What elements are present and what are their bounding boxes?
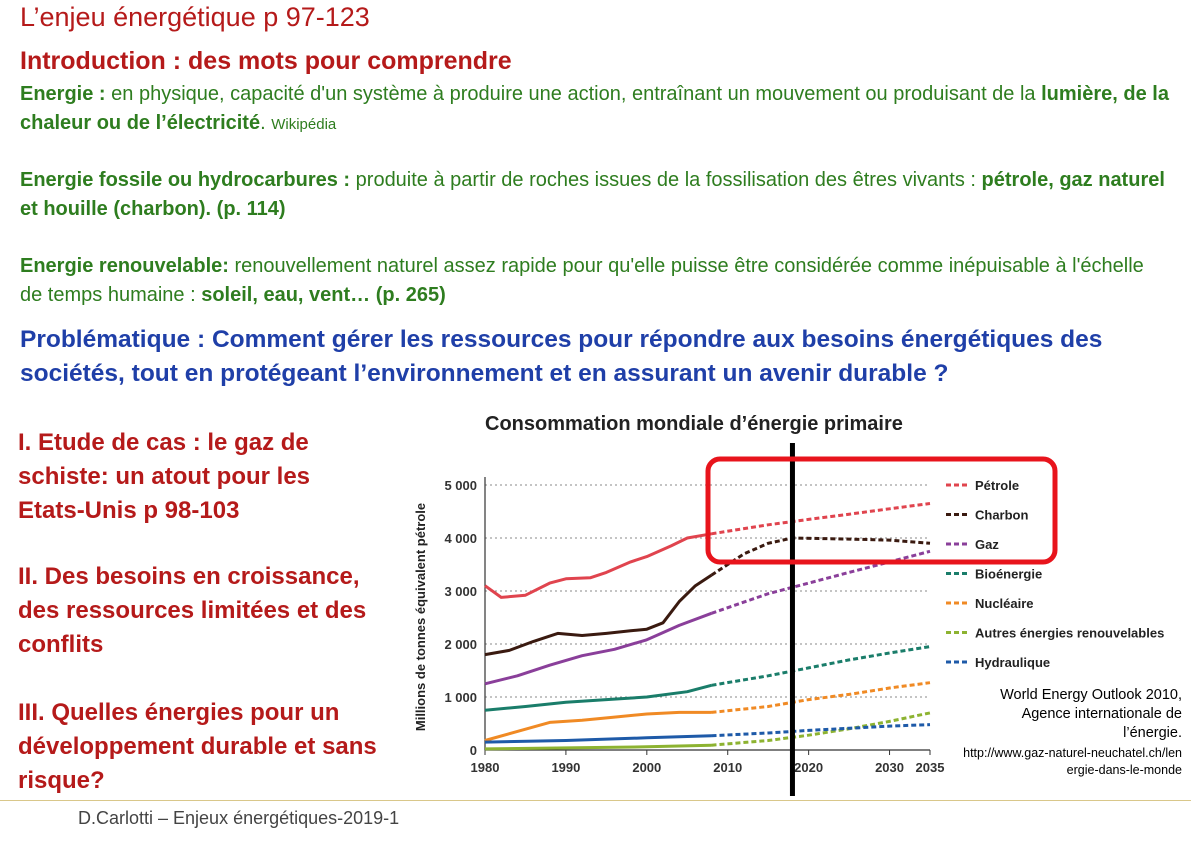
definition-renouvelable <box>20 252 1150 310</box>
x-tick-label: 2000 <box>632 760 662 775</box>
definition-text-end: . <box>260 112 272 134</box>
definition-fossile <box>20 166 1185 224</box>
chart-source: World Energy Outlook 2010, Agence internationale de l’énergie. <box>1000 687 1182 741</box>
x-tick-label: 2020 <box>794 760 824 775</box>
definition-energie <box>20 80 1180 139</box>
chart-source-url: http://www.gaz-naturel-neuchatel.ch/lenergie-dans-le-monde <box>963 746 1182 777</box>
x-tick-label: 1980 <box>470 760 500 775</box>
definition-term: Energie fossile ou hydrocarbures : <box>20 169 356 191</box>
legend-label: Hydraulique <box>975 655 1051 670</box>
definition-source: Wikipédia <box>271 116 337 133</box>
section-3: III. Quelles énergies pour un développement durable et sans risque? <box>18 699 377 794</box>
definition-text: en physique, capacité d'un système à produire une action, entraînant un mouvement ou produisant de la <box>111 83 1042 105</box>
legend-label: Charbon <box>975 507 1029 523</box>
legend-label: Bioénergie <box>975 566 1043 582</box>
footer-divider <box>0 800 1191 801</box>
chart-title: Consommation mondiale d’énergie primaire <box>485 413 903 435</box>
definition-text: produite à partir de roches issues de la fossilisation des êtres vivants : <box>355 169 982 191</box>
x-tick-label: 1990 <box>551 760 581 775</box>
legend-label: Pétrole <box>975 478 1020 493</box>
y-tick-label: 1 000 <box>444 690 477 705</box>
footer: D.Carlotti – Enjeux énergétiques-2019-1 <box>78 808 400 828</box>
intro-heading: Introduction : des mots pour comprendre <box>20 47 512 75</box>
definition-term: Energie : <box>20 83 112 105</box>
x-tick-label: 2035 <box>915 760 945 775</box>
definition-bold: pétrole, gaz naturel et houille (charbon). (p. 114) <box>20 169 1165 220</box>
page-title: L’enjeu énergétique p 97-123 <box>20 2 370 32</box>
y-tick-label: 0 <box>469 743 477 758</box>
definition-text: renouvellement naturel assez rapide pour qu'elle puisse être considérée comme inépuisable à l'échelle de temps humaine : <box>20 255 1144 306</box>
legend-label: Autres énergies renouvelables <box>975 625 1165 641</box>
section-2: II. Des besoins en croissance, des ressources limitées et des conflits <box>18 563 367 658</box>
y-tick-label: 2 000 <box>444 637 477 652</box>
y-tick-label: 5 000 <box>444 478 477 493</box>
problematique: Problématique : Comment gérer les ressources pour répondre aux besoins énergétiques des sociétés, tout en protégeant l’environnement et en assurant un avenir durable ? <box>20 326 1103 387</box>
section-1: I. Etude de cas : le gaz de schiste: un atout pour les Etats-Unis p 98-103 <box>18 429 311 524</box>
legend-label: Gaz <box>975 537 999 552</box>
definition-term: Energie renouvelable: <box>20 255 235 277</box>
definition-bold: soleil, eau, vent… (p. 265) <box>201 284 446 306</box>
y-tick-label: 4 000 <box>444 531 477 546</box>
y-tick-label: 3 000 <box>444 584 477 599</box>
legend-label: Nucléaire <box>975 596 1034 611</box>
chart-ylabel: Millions de tonnes équivalent pétrole <box>413 502 428 732</box>
x-tick-label: 2030 <box>875 760 905 775</box>
x-tick-label: 2010 <box>713 760 743 775</box>
definition-bold: lumière, de la chaleur ou de l’électricité <box>20 83 1169 134</box>
